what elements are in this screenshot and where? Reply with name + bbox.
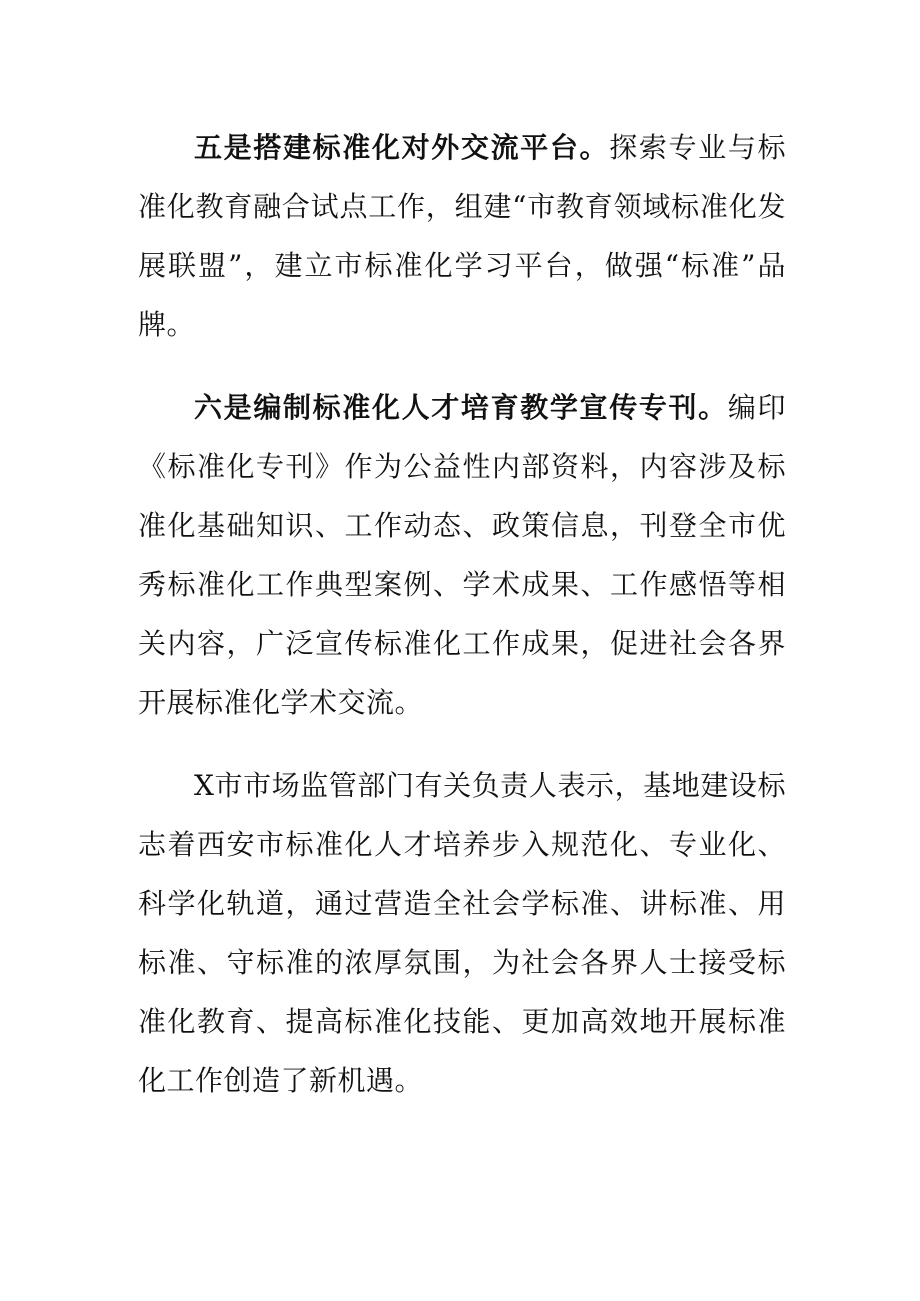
paragraph-publication bbox=[138, 378, 786, 732]
paragraph-lead: 六是编制标准化人才培育教学宣传专刊。 bbox=[194, 391, 728, 424]
document-page bbox=[138, 118, 786, 1110]
paragraph-lead: 五是搭建标准化对外交流平台。 bbox=[194, 131, 610, 164]
paragraph-platform bbox=[138, 118, 786, 354]
paragraph-body: 编印《标准化专刊》作为公益性内部资料，内容涉及标准化基础知识、工作动态、政策信息，刊登全市优秀标准化工作典型案例、学术成果、工作感悟等相关内容，广泛宣传标准化工作成果，促进社会各界开展标准化学术交流。 bbox=[138, 391, 786, 719]
paragraph-statement bbox=[138, 756, 786, 1110]
paragraph-body: 探索专业与标准化教育融合试点工作，组建“市教育领域标准化发展联盟”，建立市标准化学习平台，做强“标准”品牌。 bbox=[138, 131, 786, 341]
paragraph-body: X市市场监管部门有关负责人表示，基地建设标志着西安市标准化人才培养步入规范化、专业化、科学化轨道，通过营造全社会学标准、讲标准、用标准、守标准的浓厚氛围，为社会各界人士接受标准化教育、提高标准化技能、更加高效地开展标准化工作创造了新机遇。 bbox=[138, 769, 786, 1097]
